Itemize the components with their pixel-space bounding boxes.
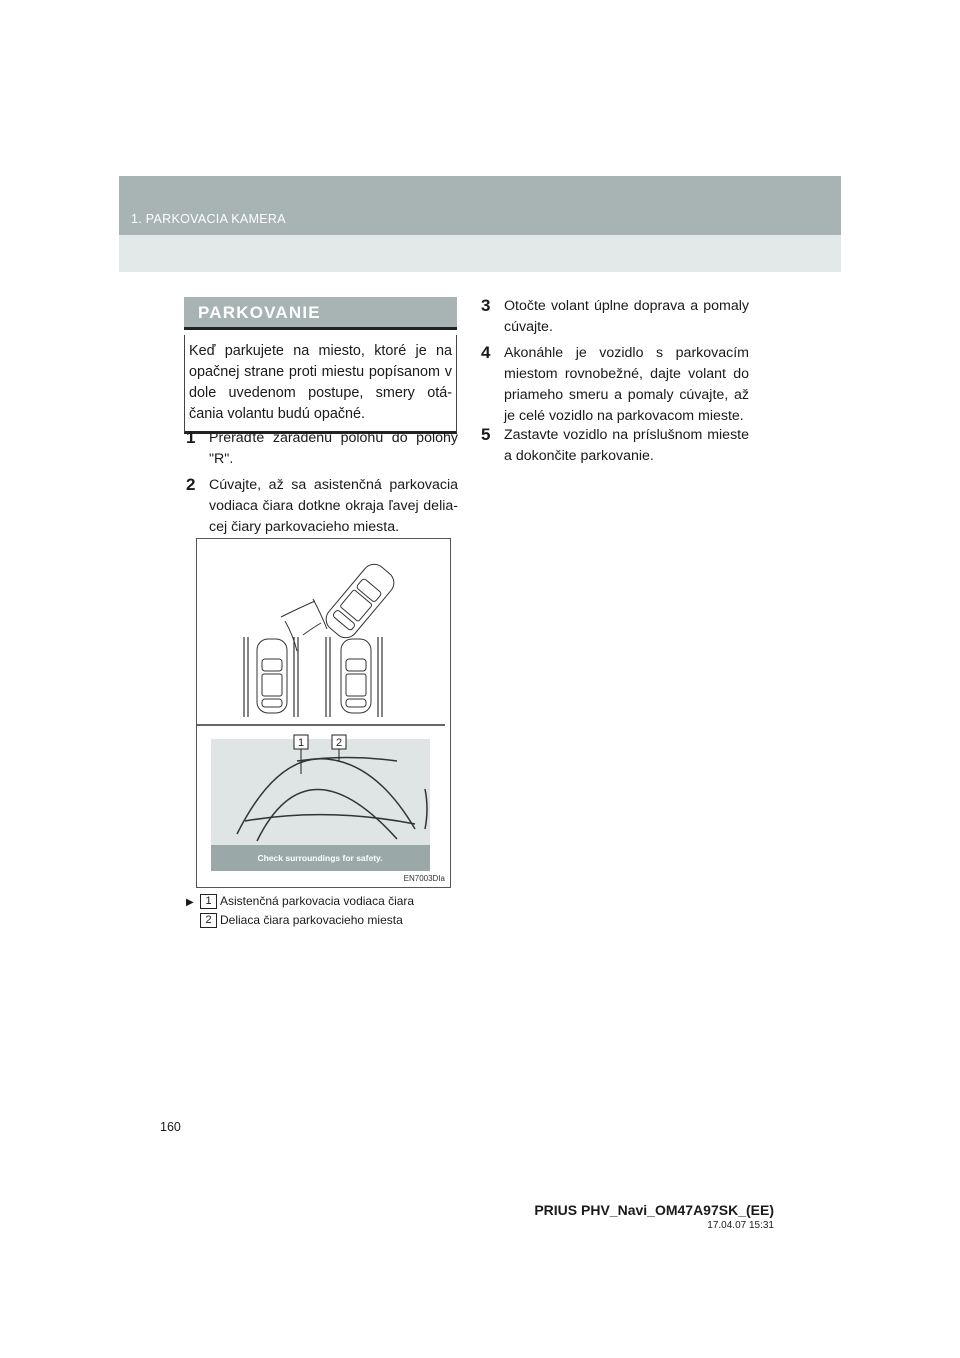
step-text: Otočte volant úplne doprava a pomaly cúvajte. (504, 298, 749, 335)
step-number: 5 (481, 425, 491, 444)
chapter-title: 1. PARKOVACIA KAMERA (131, 212, 286, 226)
parking-diagram (197, 539, 450, 887)
callout-2: 2 (335, 737, 343, 749)
step-number: 2 (186, 475, 196, 494)
step-1 (186, 428, 458, 470)
legend-number: 2 (200, 913, 217, 928)
step-5 (481, 425, 749, 467)
step-text: Akonáhle je vozidlo s parkovacím miestom rovnobežné, dajte volant do priameho smeru a pomaly cúvajte, až je celé vozidlo na parkovacom mieste. (504, 345, 749, 424)
parking-illustration (196, 538, 451, 888)
step-text: Preraďte zaradenú polohu do polohy "R". (209, 430, 458, 467)
step-3 (481, 296, 749, 338)
document-id: PRIUS PHV_Navi_OM47A97SK_(EE) (534, 1202, 774, 1218)
step-text: Cúvajte, až sa asistenčná parkovacia vodiaca čiara dotkne okraja ľavej delia-cej čiary parkovacieho miesta. (209, 477, 458, 535)
section-note: Keď parkujete na miesto, ktoré je na opačnej strane proti miestu popísanom v dole uvedenom postupe, smery otá-čania volantu budú opačné. (184, 335, 457, 434)
step-2 (186, 475, 458, 538)
arrow-right-icon: ▶ (186, 897, 194, 908)
step-4 (481, 343, 749, 427)
step-number: 1 (186, 428, 196, 447)
header-subband (119, 235, 841, 272)
figure-code: EN7003DIa (403, 874, 445, 883)
callout-1: 1 (297, 737, 305, 749)
page-number: 160 (160, 1120, 181, 1134)
header-band (119, 176, 841, 235)
section-heading: PARKOVANIE (184, 297, 457, 330)
camera-caption: Check surroundings for safety. (257, 853, 383, 863)
legend-text: Asistenčná parkovacia vodiaca čiara (220, 894, 415, 908)
document-date: 17.04.07 15:31 (707, 1220, 774, 1231)
step-text: Zastavte vozidlo na príslušnom mieste a dokončite parkovanie. (504, 427, 749, 464)
step-number: 4 (481, 343, 491, 362)
legend-number: 1 (200, 894, 217, 909)
parking-section (184, 297, 457, 434)
step-number: 3 (481, 296, 491, 315)
legend-text: Deliaca čiara parkovacieho miesta (220, 913, 403, 927)
